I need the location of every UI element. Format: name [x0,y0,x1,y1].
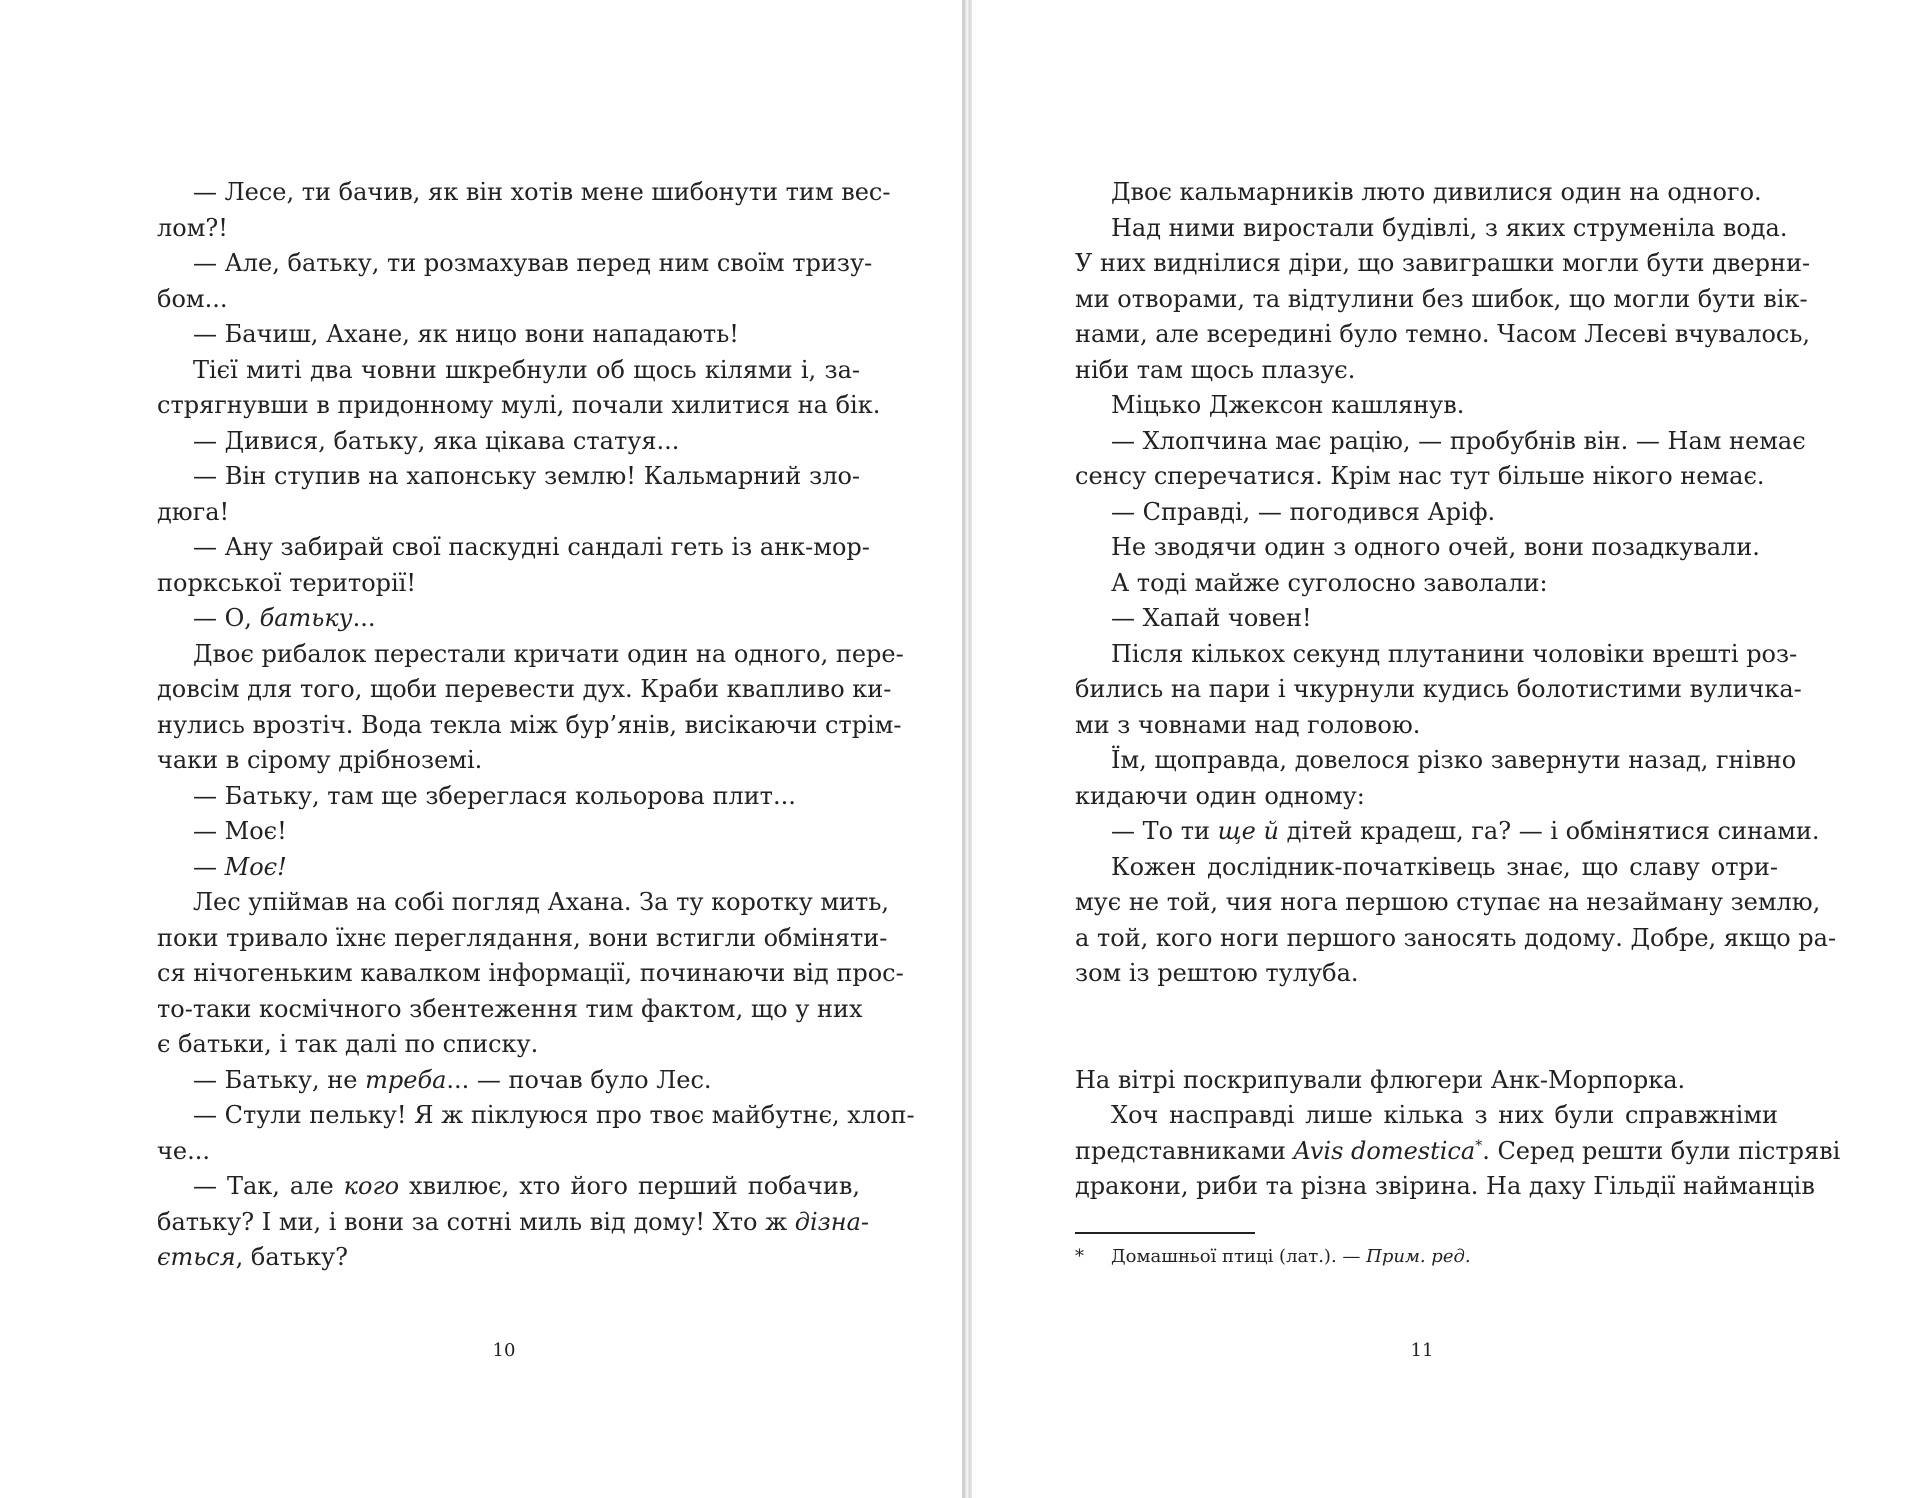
page-number-right: 11 [1410,1340,1434,1361]
text-line: чаки в сірому дрібноземі. [157,746,483,774]
footnote-rule [1075,1232,1255,1234]
text-line: — Стули пельку! Я ж піклуюся про твоє майбутнє, хлоп- [193,1101,915,1129]
text-line: — Лесе, ти бачив, як він хотів мене шибонути тим вес- [193,178,891,206]
text-line: Хоч насправді лише кілька з них були справжніми [1111,1101,1778,1129]
text-line: — Хлопчина має рацію, — пробубнів він. — Нам немає [1111,426,1806,455]
text-line: У них виднілися діри, що завиграшки могли бути дверни- [1075,249,1811,277]
text-line: Міцько Джексон кашлянув. [1111,391,1465,419]
text-line: ніби там щось плазує. [1075,355,1356,384]
text-line: — Так, але кого хвилює, хто його перший побачив, [193,1172,860,1200]
text-line: — О, батьку... [193,604,376,632]
section-break [1075,992,1778,1063]
text-line: то-таки космічного збентеження тим фактом, що у них [157,994,863,1023]
footnote-mark: * [1075,1246,1084,1267]
text-line: бом... [157,284,228,313]
text-line: довсім для того, щоби перевести дух. Краби квапливо ки- [157,675,892,703]
text-line: — Хапай човен! [1111,604,1312,632]
book-gutter [962,0,972,1498]
text-line: сенсу сперечатися. Крім нас тут більше нікого немає. [1075,462,1765,490]
text-line: дюга! [157,497,230,526]
text-line: — Дивися, батьку, яка цікава статуя... [193,426,680,455]
footnote [1075,1245,1471,1269]
text-line: Двоє рибалок перестали кричати один на одного, пере- [193,639,904,668]
text-line: стрягнувши в придонному мулі, почали хилитися на бік. [157,391,881,419]
footnote-editor-note: Прим. ред. [1366,1246,1471,1267]
text-line: — Він ступив на хапонську землю! Кальмарний зло- [193,462,860,490]
text-line: — Справді, — погодився Аріф. [1111,497,1496,526]
page-number-left: 10 [492,1340,516,1361]
text-line: представниками Avis domestica*. Серед решти були пістряві [1075,1136,1841,1165]
text-line: поки тривало їхнє переглядання, вони встигли обміняти- [157,923,888,952]
text-line: лом?! [157,213,228,242]
text-line: батьку? І ми, і вони за сотні миль від дому! Хто ж дізна- [157,1207,869,1236]
text-line: Не зводячи один з одного очей, вони позадкували. [1111,533,1760,561]
right-page-text [1075,175,1841,1205]
text-line: ся нічогеньким кавалком інформації, починаючи від прос- [157,959,904,987]
text-line: кидаючи один одному: [1075,781,1365,810]
text-line: Над ними виростали будівлі, з яких струменіла вода. [1111,213,1788,242]
text-line: дракони, риби та різна звірина. На даху Гільдії найманців [1075,1172,1815,1200]
text-line: — Бачиш, Ахане, як ницо вони нападають! [193,320,739,348]
text-line: — Моє! [193,852,287,881]
text-line: — Батьку, там ще збереглася кольорова плит... [193,781,796,810]
text-line: На вітрі поскрипували флюгери Анк-Морпорка. [1075,1065,1686,1094]
text-line: — Ану забирай свої паскудні сандалі геть із анк-мор- [193,533,870,561]
text-line: — Моє! [193,817,287,845]
text-line: нулись врозтіч. Вода текла між бур’янів, висікаючи стрім- [157,710,902,739]
text-line: — Батьку, не треба... — почав було Лес. [193,1065,712,1094]
right-page [972,0,1920,1498]
text-line: нами, але всередині було темно. Часом Лесеві вчувалось, [1075,320,1811,348]
text-line: зом із рештою тулуба. [1075,959,1359,987]
text-line: — То ти ще й дітей крадеш, га? — і обмінятися синами. [1111,817,1820,845]
text-line: ми з човнами над головою. [1075,710,1421,739]
text-line: бились на пари і чкурнули кудись болотистими вуличка- [1075,675,1802,703]
footnote-text: Домашньої птиці (лат.). — [1111,1246,1367,1267]
text-line: є батьки, і так далі по списку. [157,1030,539,1058]
text-line: а той, кого ноги першого заносять додому. Добре, якщо ра- [1075,923,1837,952]
text-line: — Але, батьку, ти розмахував перед ним своїм тризу- [193,249,873,277]
text-line: Лес упіймав на собі погляд Ахана. За ту коротку мить, [193,888,890,916]
left-page-text [157,175,915,1276]
text-line: Їм, щоправда, довелося різко завернути назад, гнівно [1111,746,1797,774]
text-line: мує не той, чия нога першою ступає на незайману землю, [1075,888,1821,916]
text-line: че... [157,1136,210,1165]
text-line: Тієї миті два човни шкребнули об щось кілями і, за- [193,355,860,384]
text-line: Після кількох секунд плутанини чоловіки врешті роз- [1111,639,1798,668]
text-line: А тоді майже суголосно заволали: [1111,568,1548,597]
text-line: Двоє кальмарників люто дивилися один на одного. [1111,178,1762,206]
text-line: Кожен дослідник-початківець знає, що славу отри- [1111,852,1778,881]
text-line: ми отворами, та відтулини без шибок, що могли бути вік- [1075,284,1808,313]
text-line: поркської території! [157,568,416,597]
text-line: ється, батьку? [157,1243,348,1271]
